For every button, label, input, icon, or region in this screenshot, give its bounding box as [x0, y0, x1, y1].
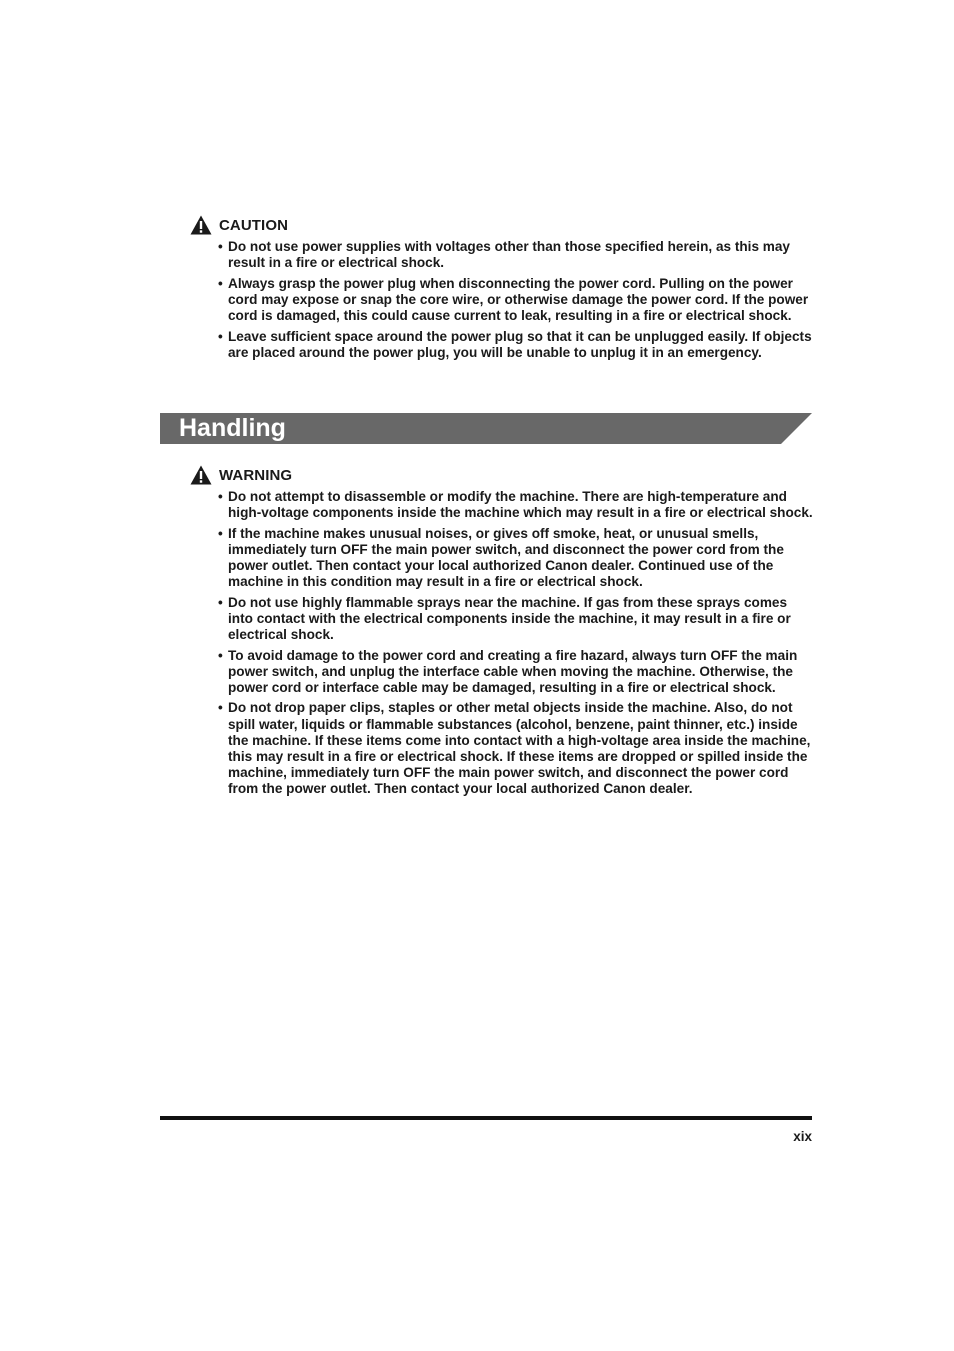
list-item: • If the machine makes unusual noises, or gives off smoke, heat, or unusual smells, immediately turn OFF the main power switch, and disconnect the power cord from the power outlet. Then contact your local authorized Canon dealer. Continued use of the machine in this condition may result in a fire or electrical shock.: [218, 526, 815, 591]
warning-header: [190, 465, 815, 485]
caution-list: [218, 239, 815, 361]
caution-notice: [190, 215, 815, 361]
warning-title: WARNING: [219, 466, 293, 484]
caution-header: [190, 215, 815, 235]
caution-title: CAUTION: [219, 216, 289, 234]
list-item: • Do not use highly flammable sprays near the machine. If gas from these sprays comes into contact with the electrical components inside the machine, it may result in a fire or electrical shock.: [218, 595, 815, 644]
list-item: • To avoid damage to the power cord and creating a fire hazard, always turn OFF the main power switch, and unplug the interface cable when moving the machine. Otherwise, the power cord or interface cable may be damaged, resulting in a fire or electrical shock.: [218, 648, 815, 697]
section-header-bar: [160, 413, 812, 444]
section-title: Handling: [179, 414, 286, 442]
warning-triangle-icon: [190, 215, 212, 235]
list-item: • Do not use power supplies with voltages other than those specified herein, as this may result in a fire or electrical shock.: [218, 239, 815, 271]
warning-notice: [190, 465, 815, 798]
list-item: • Do not drop paper clips, staples or other metal objects inside the machine. Also, do not spill water, liquids or flammable substances (alcohol, benzene, paint thinner, etc.) inside the machine. If these items come into contact with a high-voltage area inside the machine, this may result in a fire or electrical shock. If these items are dropped or spilled inside the machine, immediately turn OFF the main power switch, and disconnect the power cord from the power outlet. Then contact your local authorized Canon dealer.: [218, 700, 815, 797]
list-item: • Do not attempt to disassemble or modify the machine. There are high-temperature and high-voltage components inside the machine which may result in a fire or electrical shock.: [218, 489, 815, 521]
warning-list: [218, 489, 815, 797]
list-item: • Always grasp the power plug when disconnecting the power cord. Pulling on the power cord may expose or snap the core wire, or otherwise damage the power cord. If the power cord is damaged, this could cause current to leak, resulting in a fire or electrical shock.: [218, 276, 815, 325]
list-item: • Leave sufficient space around the power plug so that it can be unplugged easily. If objects are placed around the power plug, you will be unable to unplug it in an emergency.: [218, 329, 815, 361]
footer-rule: [160, 1116, 812, 1120]
warning-triangle-icon: [190, 465, 212, 485]
page-number: xix: [793, 1129, 812, 1144]
